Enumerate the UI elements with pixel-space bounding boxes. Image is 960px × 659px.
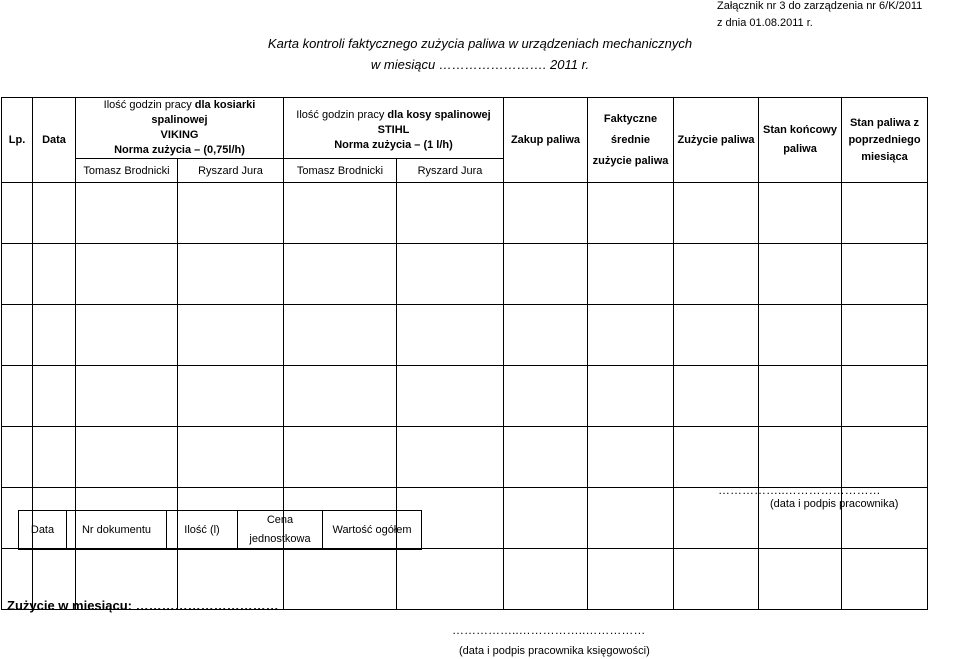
trimmer-person-2: Ryszard Jura: [397, 159, 504, 183]
table-cell[interactable]: [674, 427, 759, 488]
purchase-header-total: Wartość ogółem: [323, 511, 422, 550]
table-cell[interactable]: [76, 427, 178, 488]
table-cell[interactable]: [284, 427, 397, 488]
table-cell[interactable]: [674, 244, 759, 305]
header-lp: Lp.: [2, 98, 33, 183]
table-cell[interactable]: [674, 366, 759, 427]
table-cell[interactable]: [842, 305, 928, 366]
table-cell[interactable]: [759, 427, 842, 488]
table-row: [2, 366, 928, 427]
table-cell[interactable]: [2, 183, 33, 244]
table-cell[interactable]: [76, 305, 178, 366]
table-cell[interactable]: [2, 244, 33, 305]
purchase-header-date: Data: [19, 511, 67, 550]
header-end-state: Stan końcowy paliwa: [759, 98, 842, 183]
table-cell[interactable]: [76, 366, 178, 427]
table-cell[interactable]: [76, 244, 178, 305]
header-usage: Zużycie paliwa: [674, 98, 759, 183]
table-cell[interactable]: [759, 366, 842, 427]
document-title-month: w miesiącu ……………………. 2011 r.: [370, 57, 590, 72]
table-cell[interactable]: [284, 549, 397, 610]
table-row: [2, 244, 928, 305]
table-cell[interactable]: [397, 244, 504, 305]
table-cell[interactable]: [178, 244, 284, 305]
worker-signature-label: (data i podpis pracownika): [770, 498, 899, 510]
table-cell[interactable]: [504, 488, 588, 549]
header-date: Data: [33, 98, 76, 183]
accountant-signature-label: (data i podpis pracownika księgowości): [459, 645, 650, 657]
document-title: Karta kontroli faktycznego zużycia paliwa w urządzeniach mechanicznych: [267, 36, 693, 51]
attachment-line-2: z dnia 01.08.2011 r.: [717, 17, 813, 29]
mower-person-2: Ryszard Jura: [178, 159, 284, 183]
table-cell[interactable]: [588, 183, 674, 244]
purchase-table: [18, 510, 422, 550]
table-cell[interactable]: [674, 549, 759, 610]
table-cell[interactable]: [842, 244, 928, 305]
table-cell[interactable]: [588, 427, 674, 488]
table-cell[interactable]: [504, 549, 588, 610]
table-cell[interactable]: [33, 427, 76, 488]
table-cell[interactable]: [33, 244, 76, 305]
table-cell[interactable]: [842, 366, 928, 427]
table-cell[interactable]: [76, 183, 178, 244]
attachment-line-1: Załącznik nr 3 do zarządzenia nr 6/K/2011: [717, 0, 923, 12]
table-cell[interactable]: [2, 366, 33, 427]
table-cell[interactable]: [674, 305, 759, 366]
table-cell[interactable]: [397, 366, 504, 427]
purchase-header-unit-price: Cena jednostkowa: [238, 511, 323, 550]
worker-signature-dots: ……………..……………………: [718, 483, 881, 497]
table-cell[interactable]: [504, 244, 588, 305]
table-cell[interactable]: [2, 427, 33, 488]
table-cell[interactable]: [178, 183, 284, 244]
table-cell[interactable]: [397, 427, 504, 488]
table-cell[interactable]: [588, 305, 674, 366]
header-mower: Ilość godzin pracy dla kosiarki spalinowej VIKING Norma zużycia – (0,75l/h): [76, 98, 284, 159]
table-cell[interactable]: [178, 305, 284, 366]
table-cell[interactable]: [842, 549, 928, 610]
table-cell[interactable]: [759, 183, 842, 244]
table-cell[interactable]: [504, 427, 588, 488]
table-cell[interactable]: [178, 366, 284, 427]
header-actual-usage: Faktyczne średnie zużycie paliwa: [588, 98, 674, 183]
table-cell[interactable]: [33, 305, 76, 366]
table-row: [2, 427, 928, 488]
purchase-header-doc: Nr dokumentu: [67, 511, 167, 550]
header-trimmer: Ilość godzin pracy dla kosy spalinowej STIHL Norma zużycia – (1 l/h): [284, 98, 504, 159]
table-cell[interactable]: [284, 244, 397, 305]
table-cell[interactable]: [284, 305, 397, 366]
table-cell[interactable]: [397, 305, 504, 366]
table-cell[interactable]: [842, 183, 928, 244]
purchase-header-qty: Ilość (l): [167, 511, 238, 550]
table-cell[interactable]: [759, 549, 842, 610]
table-cell[interactable]: [504, 305, 588, 366]
table-cell[interactable]: [397, 183, 504, 244]
header-purchase: Zakup paliwa: [504, 98, 588, 183]
accountant-signature-dots: ……………..……………..……………: [452, 623, 646, 637]
table-cell[interactable]: [397, 549, 504, 610]
monthly-usage: Zużycie w miesiącu: ……………………………: [7, 598, 279, 613]
table-cell[interactable]: [842, 427, 928, 488]
table-cell[interactable]: [504, 366, 588, 427]
table-cell[interactable]: [504, 183, 588, 244]
table-cell[interactable]: [588, 244, 674, 305]
table-cell[interactable]: [588, 366, 674, 427]
table-cell[interactable]: [588, 488, 674, 549]
table-row: [2, 183, 928, 244]
table-cell[interactable]: [674, 183, 759, 244]
table-cell[interactable]: [33, 366, 76, 427]
table-cell[interactable]: [759, 244, 842, 305]
table-row: [2, 305, 928, 366]
table-cell[interactable]: [284, 183, 397, 244]
mower-person-1: Tomasz Brodnicki: [76, 159, 178, 183]
table-cell[interactable]: [2, 305, 33, 366]
trimmer-person-1: Tomasz Brodnicki: [284, 159, 397, 183]
table-cell[interactable]: [759, 305, 842, 366]
table-cell[interactable]: [284, 366, 397, 427]
table-cell[interactable]: [33, 183, 76, 244]
header-prev-state: Stan paliwa z poprzedniego miesiąca: [842, 98, 928, 183]
table-cell[interactable]: [588, 549, 674, 610]
table-cell[interactable]: [178, 427, 284, 488]
